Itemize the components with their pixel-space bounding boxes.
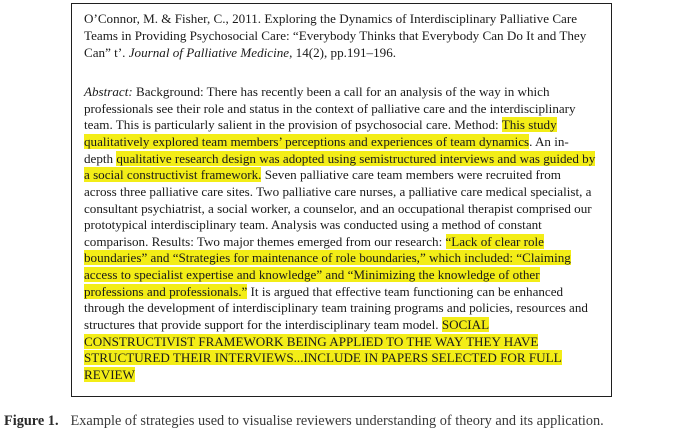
abstract-line-14 [84, 300, 588, 316]
abstract-line-1 [84, 84, 550, 100]
highlighted-text: qualitatively explored team members’ perceptions and experiences of team dynamics [84, 134, 530, 149]
abstract-text: prototypical interdisciplinary team. Analysis was conducted using a method of constant [84, 217, 542, 232]
abstract-line-11 [84, 250, 571, 266]
abstract-line-13 [84, 284, 563, 300]
highlighted-text: CONSTRUCTIVIST FRAMEWORK BEING APPLIED TO THE WAY THEY HAVE [84, 334, 539, 349]
citation-text: Can” t’. [84, 45, 129, 60]
highlighted-text: This study [501, 117, 557, 132]
abstract-line-15 [84, 317, 489, 333]
citation-line-1 [84, 11, 577, 27]
abstract-line-8 [84, 201, 592, 217]
abstract-line-16 [84, 334, 538, 350]
abstract-text: comparison. Results: Two major themes emerged from our research: [84, 234, 446, 249]
abstract-text: . An in- [529, 134, 569, 149]
abstract-line-7 [84, 184, 591, 200]
abstract-text: professionals see their role and status in the context of palliative care and the interdisciplinary [84, 101, 576, 116]
abstract-line-6 [84, 167, 561, 183]
abstract-line-9 [84, 217, 542, 233]
highlighted-text: qualitative research design was adopted using semistructured interviews and was guided by [116, 151, 596, 166]
citation-text: O’Connor, M. & Fisher, C., 2011. Exploring the Dynamics of Interdisciplinary Palliative Care [84, 11, 578, 26]
abstract-text: consultant psychiatrist, a social worker, a counselor, and an occupational therapist comprised our [84, 201, 592, 216]
abstract-text: It is argued that effective team functioning can be enhanced [247, 284, 564, 299]
journal-title: Journal of Palliative Medicine [128, 45, 290, 60]
abstract-line-10 [84, 234, 544, 250]
abstract-text: through the development of interdisciplinary team training programs and policies, resources and [84, 300, 588, 315]
citation-line-2 [84, 28, 586, 44]
citation-text: , 14(2), pp.191–196. [289, 45, 397, 60]
abstract-line-3 [84, 117, 557, 133]
citation-text: Teams in Providing Psychosocial Care: “Everybody Thinks that Everybody Can Do It and They [84, 28, 587, 43]
abstract-line-5 [84, 151, 595, 167]
highlighted-text: SOCIAL [441, 317, 490, 332]
highlighted-text: REVIEW [84, 367, 135, 382]
highlighted-text: STRUCTURED THEIR INTERVIEWS...INCLUDE IN PAPERS SELECTED FOR FULL [84, 350, 562, 365]
figure-label: Figure 1. [4, 413, 59, 429]
abstract-text: team. This is particularly salient in the provision of psychosocial care. Method: [84, 117, 502, 132]
highlighted-text: “Lack of clear role [445, 234, 544, 249]
highlighted-text: access to specialist expertise and knowledge” and “Minimizing the knowledge of other [84, 267, 540, 282]
abstract-text: across three palliative care sites. Two palliative care nurses, a palliative care medical specialist, a [84, 184, 592, 199]
abstract-line-12 [84, 267, 540, 283]
abstract-line-2 [84, 101, 576, 117]
abstract-line-17 [84, 350, 562, 366]
figure-caption [4, 412, 604, 430]
abstract-text: structures that provide support for the interdisciplinary team model. [84, 317, 442, 332]
citation-line-3 [84, 45, 396, 61]
abstract-text: Seven palliative care team members were recruited from [261, 167, 561, 182]
highlighted-text: a social constructivist framework. [84, 167, 262, 182]
highlighted-text: boundaries” and “Strategies for maintenance of role boundaries,” which included: “Claiming [84, 250, 571, 265]
highlighted-text: professions and professionals.” [84, 284, 248, 299]
abstract-text: Background: There has recently been a call for an analysis of the way in which [132, 84, 550, 99]
abstract-line-18 [84, 367, 135, 383]
abstract-text: depth [84, 151, 117, 166]
abstract-line-4 [84, 134, 569, 150]
abstract-label: Abstract: [84, 84, 133, 99]
caption-text: Example of strategies used to visualise reviewers understanding of theory and its application. [70, 413, 604, 429]
